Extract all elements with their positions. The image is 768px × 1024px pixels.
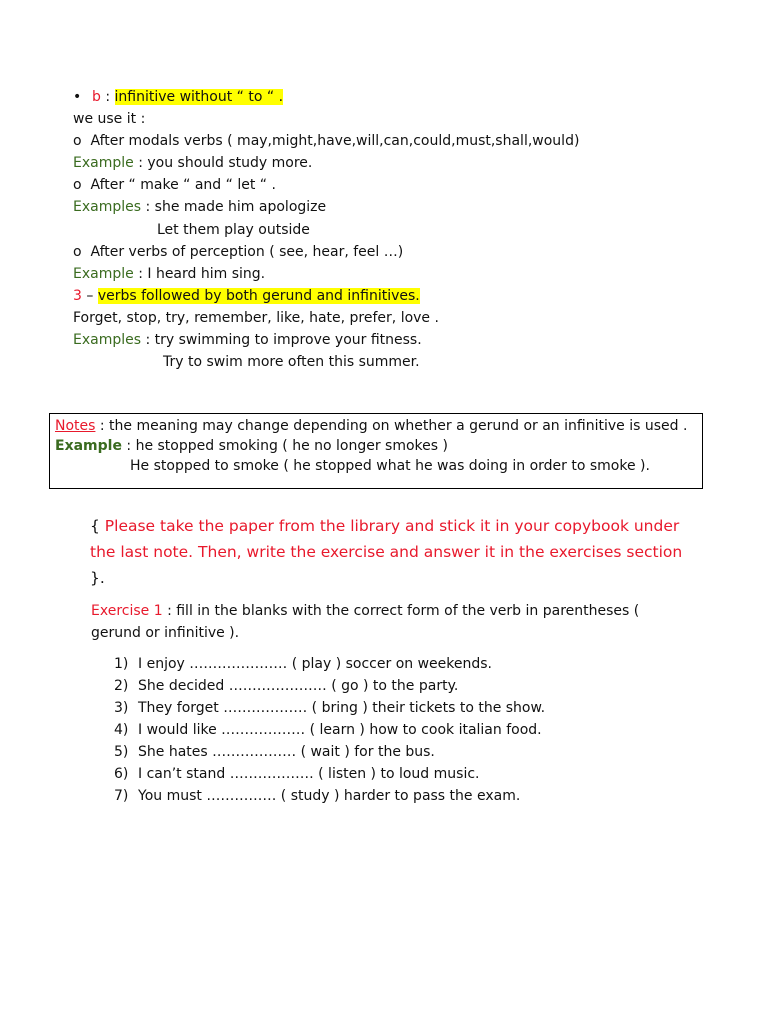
item-text: She decided ………………… ( go ) to the party. — [138, 678, 459, 694]
list-item — [114, 741, 545, 763]
item-text: They forget ……………… ( bring ) their tickets to the show. — [138, 700, 546, 716]
rule-2 — [73, 176, 276, 194]
notes-example-1 — [55, 437, 448, 455]
verbs-list: Forget, stop, try, remember, like, hate, prefer, love . — [73, 310, 439, 326]
section-3-example-2: Try to swim more often this summer. — [163, 354, 420, 370]
notes-label: Notes — [55, 418, 96, 434]
rule-3-text: After verbs of perception ( see, hear, feel …) — [90, 244, 404, 260]
item-text: I can’t stand ……………… ( listen ) to loud music. — [138, 766, 480, 782]
example-text: : you should study more. — [133, 155, 313, 171]
exercise-text: : fill in the blanks with the correct form of the verb in parentheses ( gerund or infinitive ). — [91, 603, 640, 641]
examples-label: Examples — [73, 199, 142, 215]
item-number: 7) — [114, 788, 129, 804]
instruction-paragraph — [90, 513, 690, 591]
rule-2-example — [73, 198, 326, 216]
notes-text: : the meaning may change depending on whether a gerund or an infinitive is used . — [95, 418, 688, 434]
example-text: : I heard him sing. — [133, 266, 266, 282]
rule-1-text: After modals verbs ( may,might,have,will,can,could,must,shall,would) — [90, 133, 580, 149]
list-item — [114, 719, 545, 741]
instruction-text: Please take the paper from the library and stick it in your copybook under the last note. Then, write the exercise and answer it in the exercises section — [90, 517, 683, 561]
notes-example-2: He stopped to smoke ( he stopped what he was doing in order to smoke ). — [130, 458, 650, 474]
notes-example-label: Example — [55, 438, 122, 454]
bullet-icon: • — [73, 89, 82, 105]
rule-1-example — [73, 154, 312, 172]
list-item — [114, 785, 545, 807]
example-text: : she made him apologize — [141, 199, 327, 215]
rule-2-example-cont: Let them play outside — [157, 222, 310, 238]
example-label: Example — [73, 155, 134, 171]
item-number: 4) — [114, 722, 129, 738]
section-3-title: verbs followed by both gerund and infinitives. — [97, 288, 420, 304]
exercise-label: Exercise 1 — [91, 603, 163, 619]
list-item — [114, 675, 545, 697]
item-text: You must …………… ( study ) harder to pass the exam. — [138, 788, 521, 804]
item-number: 3) — [114, 700, 129, 716]
rule-1 — [73, 132, 579, 150]
rule-3-example — [73, 265, 265, 283]
item-text: I enjoy ………………… ( play ) soccer on weekends. — [138, 656, 492, 672]
section-3-heading — [73, 287, 420, 305]
rule-bullet-icon: o — [73, 177, 82, 193]
section-3-example-1 — [73, 331, 422, 349]
section-3-number: 3 — [73, 288, 82, 304]
list-item — [114, 697, 545, 719]
item-text: I would like ……………… ( learn ) how to cook italian food. — [138, 722, 542, 738]
example-label: Example — [73, 266, 134, 282]
rule-bullet-icon: o — [73, 244, 82, 260]
notes-line — [55, 417, 687, 435]
item-text: She hates ……………… ( wait ) for the bus. — [138, 744, 435, 760]
exercise-list — [114, 653, 545, 807]
list-item — [114, 653, 545, 675]
item-number: 6) — [114, 766, 129, 782]
section-3-dash: – — [81, 288, 98, 304]
section-b-heading: b : infinitive without “ to “ . — [92, 89, 284, 105]
rule-bullet-icon: o — [73, 133, 82, 149]
list-item — [114, 763, 545, 785]
section-b-letter: b — [92, 89, 101, 105]
notes-example-text: : he stopped smoking ( he no longer smokes ) — [121, 438, 448, 454]
rule-3 — [73, 243, 403, 261]
item-number: 2) — [114, 678, 129, 694]
example-text: : try swimming to improve your fitness. — [141, 332, 422, 348]
exercise-intro — [91, 600, 681, 644]
item-number: 5) — [114, 744, 129, 760]
open-brace: { — [90, 517, 105, 535]
close-brace: }. — [90, 569, 105, 587]
use-line: we use it : — [73, 111, 146, 127]
item-number: 1) — [114, 656, 129, 672]
rule-2-text: After “ make “ and “ let “ . — [90, 177, 276, 193]
examples-label: Examples — [73, 332, 142, 348]
section-b-title: infinitive without “ to “ . — [114, 89, 284, 105]
